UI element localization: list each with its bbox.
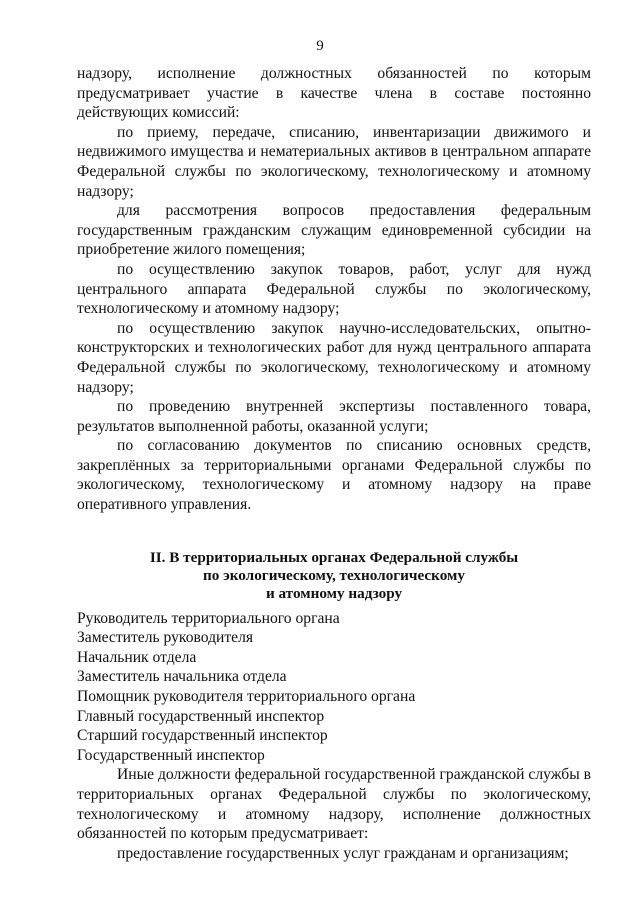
commission-property: по приему, передаче, списанию, инвентаризации движимого и недвижимого имущества и нематериальных активов в центральном аппарате Федеральной службы по экологическому, технологическому и атомному надзору;	[77, 123, 591, 200]
position-item: Руководитель территориального органа	[77, 609, 340, 627]
position-item: Помощник руководителя территориального органа	[77, 688, 416, 706]
other-positions-paragraph: Иные должности федеральной государственной гражданской службы в территориальных органах Федеральной службы по экологическому, технологическому и атомному надзору, исполнение должностных обязанностей по которым предусматривает:	[77, 766, 591, 843]
position-item: Старший государственный инспектор	[77, 727, 328, 745]
document-body	[77, 64, 591, 863]
position-item: Заместитель руководителя	[77, 629, 254, 647]
position-item: Начальник отдела	[77, 648, 197, 666]
section-heading-line: по экологическому, технологическому	[203, 566, 465, 584]
position-item: Государственный инспектор	[77, 746, 265, 764]
commission-housing-subsidy: для рассмотрения вопросов предоставления федеральным государственным гражданским служащим единовременной субсидии на приобретение жилого помещения;	[77, 202, 591, 259]
section-heading-line: и атомному надзору	[265, 584, 403, 602]
page-number: 9	[316, 38, 324, 54]
position-item: Главный государственный инспектор	[77, 707, 325, 725]
position-item: Заместитель начальника отдела	[77, 668, 287, 686]
section-heading-line: II. В территориальных органах Федеральной службы	[149, 548, 519, 566]
intro-continuation: надзору, исполнение должностных обязанностей по которым предусматривает участие в качестве члена в составе постоянно действующих комиссий:	[77, 65, 591, 122]
duty-item: предоставление государственных услуг гражданам и организациям;	[117, 844, 569, 862]
commission-write-off: по согласованию документов по списанию основных средств, закреплённых за территориальными органами Федеральной службы по экологическому, технологическому и атомному надзору на праве оперативного управления.	[77, 437, 591, 514]
commission-expertise: по проведению внутренней экспертизы поставленного товара, результатов выполненной работы, оказанной услуги;	[77, 398, 591, 435]
commission-rnd-procurement: по осуществлению закупок научно-исследовательских, опытно-конструкторских и технологических работ для нужд центрального аппарата Федеральной службы по экологическому, технологическому и атомному надзору;	[77, 319, 591, 396]
commission-procurement: по осуществлению закупок товаров, работ, услуг для нужд центрального аппарата Федеральной службы по экологическому, технологическому и атомному надзору;	[77, 260, 591, 318]
positions-list	[77, 609, 591, 766]
section-heading	[77, 549, 591, 603]
